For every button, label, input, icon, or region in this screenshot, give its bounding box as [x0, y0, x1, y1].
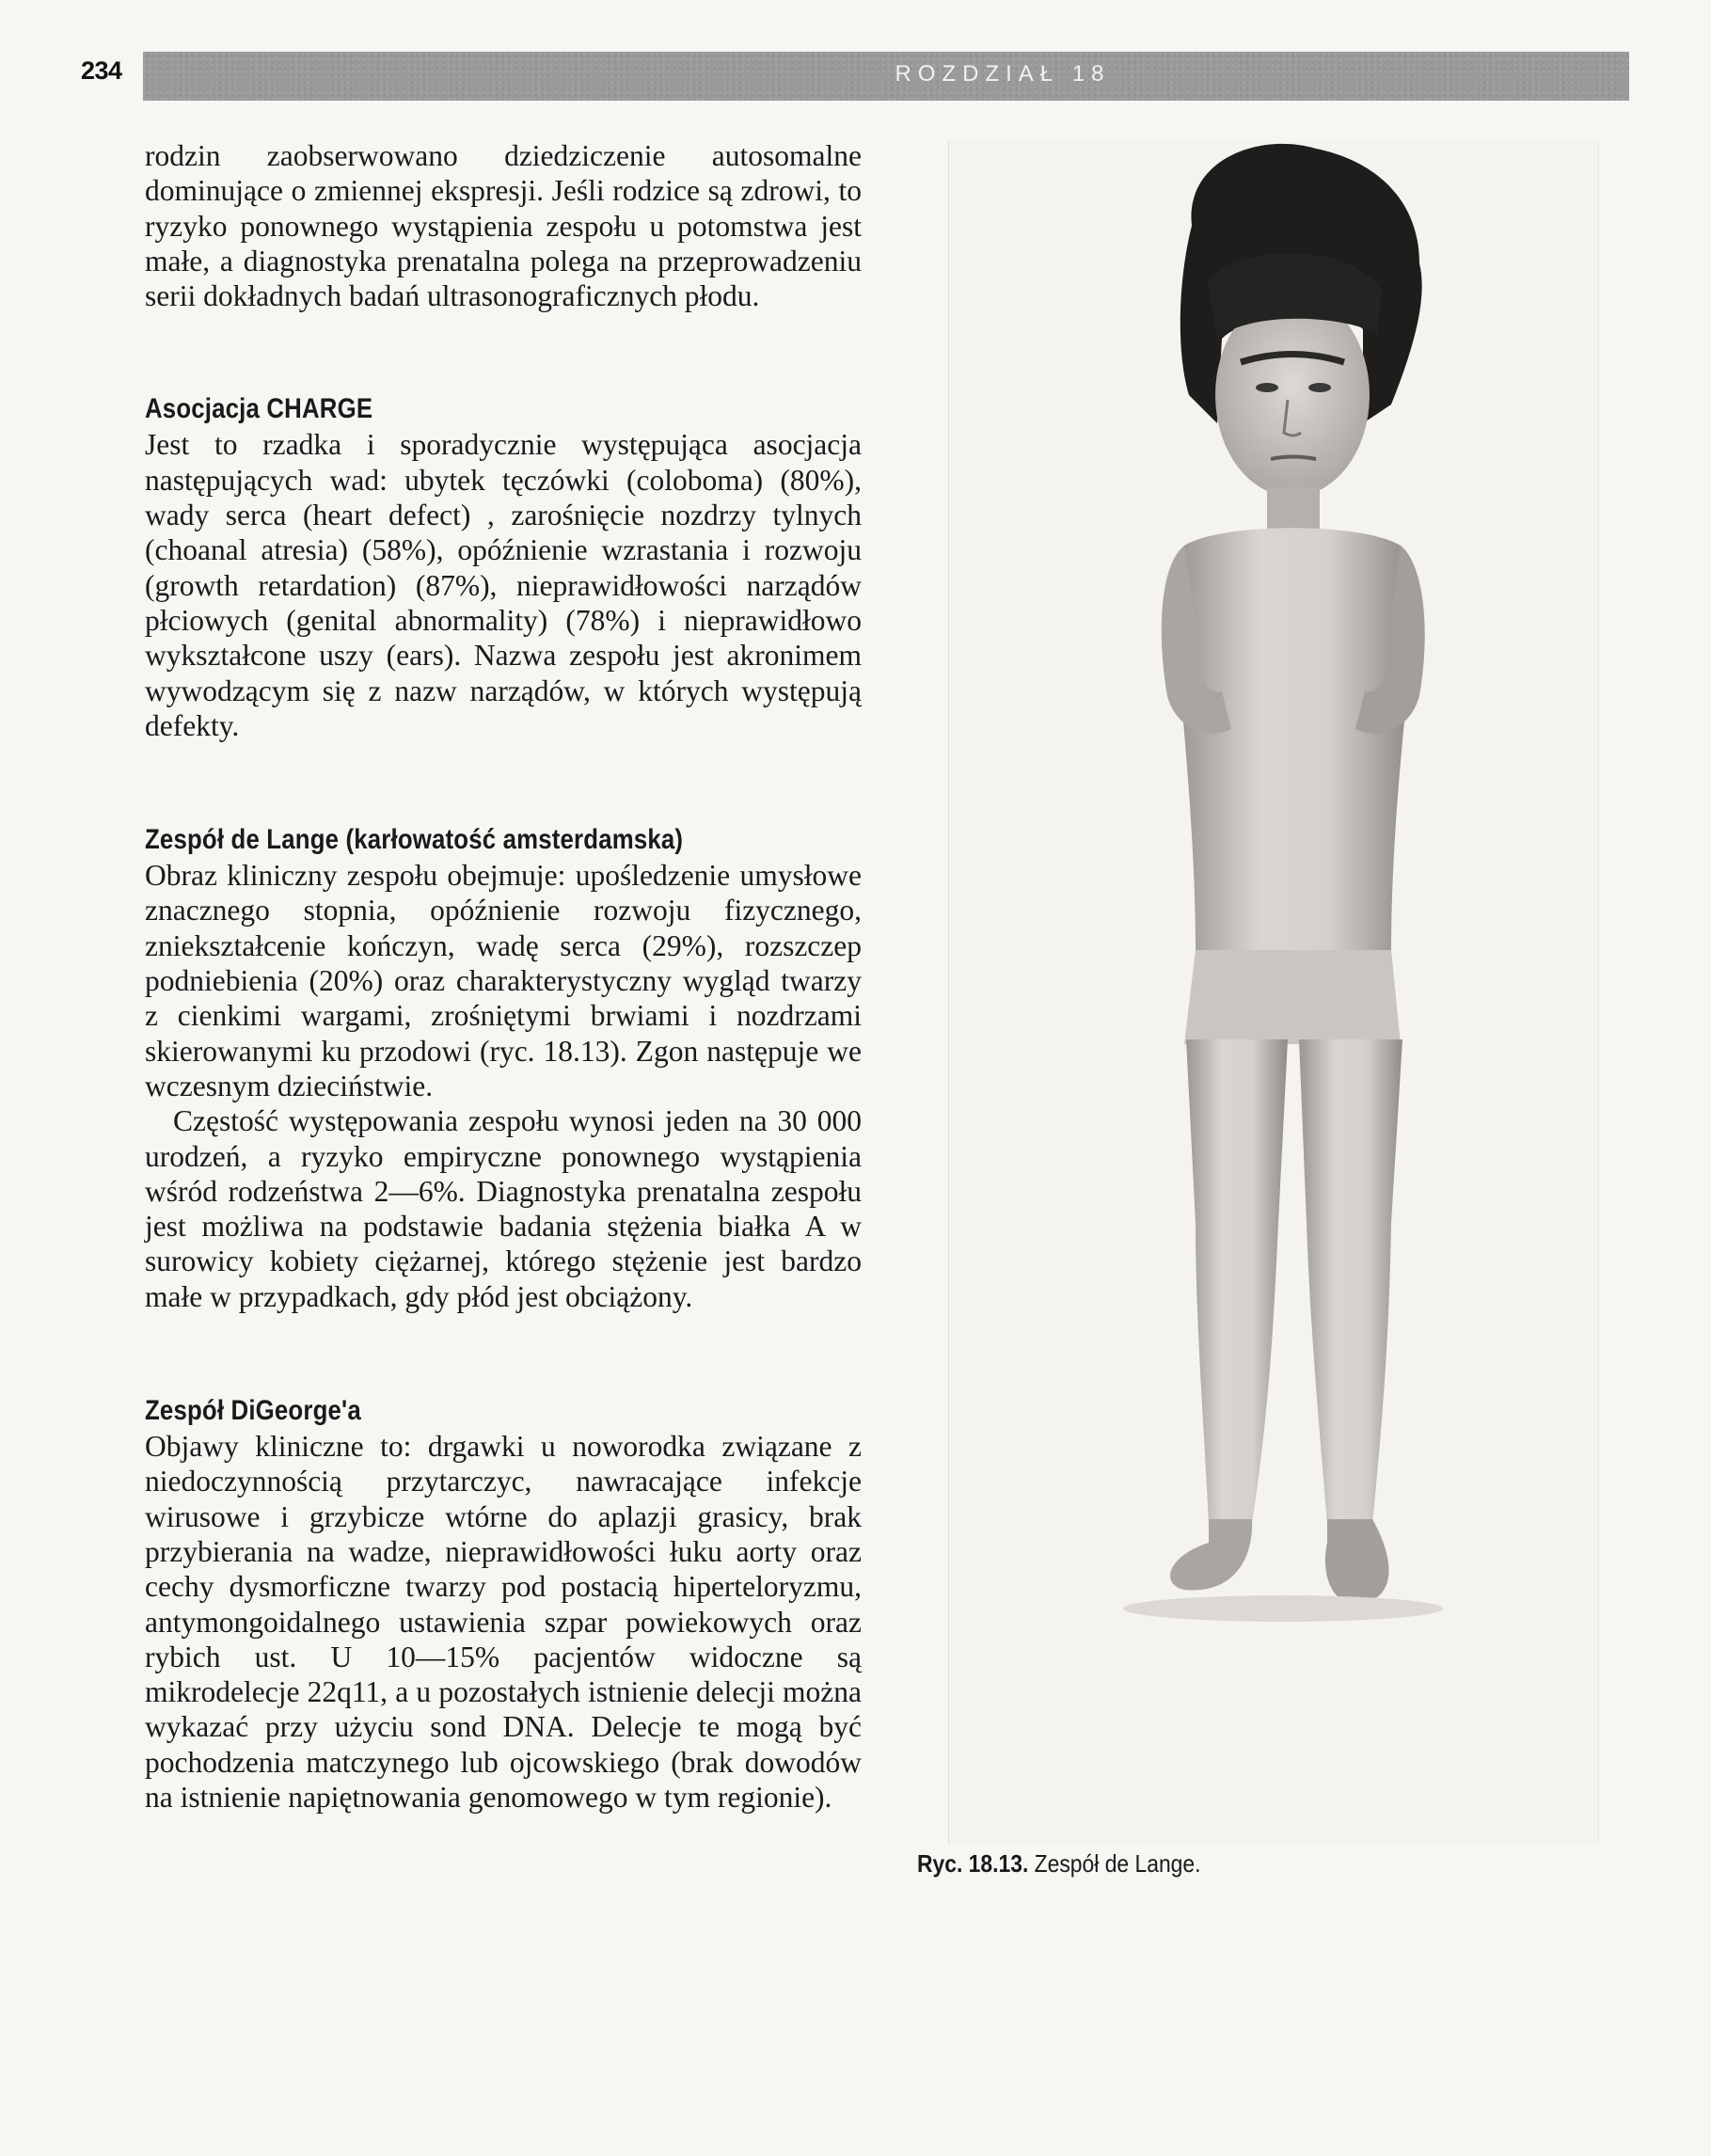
figure-caption	[917, 1849, 1200, 1879]
text-column	[145, 138, 862, 1815]
section-paragraph-de-lange-1: Obraz kliniczny zespołu obejmuje: upośledzenie umysłowe znacznego stopnia, opóźnienie rozwoju fizycznego, zniekształcenie kończyn, wadę serca (29%), rozszczep podniebienia (20%) oraz charakterystyczny wygląd twarzy z cienkimi wargami, zrośniętymi brwiami i nozdrzami skierowanymi ku przodowi (ryc. 18.13). Zgon następuje we wczesnym dzieciństwie.	[145, 859, 862, 1102]
section-heading-digeorge: Zespół DiGeorge'a	[145, 1395, 361, 1427]
section-paragraph-digeorge: Objawy kliniczne to: drgawki u noworodka związane z niedoczynnością przytarczyc, nawracające infekcje wirusowe i grzybicze wtórne do aplazji grasicy, brak przybierania na wadze, nieprawidłowości łuku aorty oraz cechy dysmorficzne twarzy pod postacią hiperteloryzmu, antymongoidalnego ustawienia szpar powiekowych oraz rybich ust. U 10—15% pacjentów widoczne są mikrodelecje 22q11, a u pozostałych istnienie delecji można wykazać przy użyciu sond DNA. Delecje te mogą być pochodzenia matczynego lub ojcowskiego (brak dowodów na istnienie napiętnowania genomowego w tym regionie).	[145, 1430, 862, 1814]
chapter-title: ROZDZIAŁ 18	[895, 61, 1111, 87]
section-paragraph-de-lange-2: Częstość występowania zespołu wynosi jeden na 30 000 urodzeń, a ryzyko empiryczne ponownego wystąpienia wśród rodzeństwa 2—6%. Diagnostyka prenatalna zespołu jest możliwa na podstawie badania stężenia białka A w surowicy kobiety ciężarnej, którego stężenie jest bardzo małe w przypadkach, gdy płód jest obciążony.	[145, 1104, 862, 1313]
figure-caption-text: Zespół de Lange.	[1034, 1849, 1201, 1878]
page-number: 234	[81, 56, 122, 85]
child-photo-illustration	[949, 141, 1598, 1844]
intro-paragraph: rodzin zaobserwowano dziedziczenie autosomalne dominujące o zmiennej ekspresji. Jeśli rodzice są zdrowi, to ryzyko ponownego wystąpienia zespołu u potomstwa jest małe, a diagnostyka prenatalna polega na przeprowadzeniu serii dokładnych badań ultrasonograficznych płodu.	[145, 139, 862, 313]
chapter-header-bar	[143, 52, 1629, 101]
section-paragraph-charge: Jest to rzadka i sporadycznie występująca asocjacja następujących wad: ubytek tęczówki (coloboma) (80%), wady serca (heart defect) , zarośnięcie nozdrzy tylnych (choanal atresia) (58%), opóźnienie wzrastania i rozwoju (growth retardation) (87%), nieprawidłowości narządów płciowych (genital abnormality) (78%) i nieprawidłowo wykształcone uszy (ears). Nazwa zespołu jest akronimem wywodzącym się z nazw narządów, w których występują defekty.	[145, 428, 862, 742]
figure-photo	[948, 141, 1599, 1844]
figure-caption-label: Ryc. 18.13.	[917, 1849, 1029, 1878]
section-heading-charge: Asocjacja CHARGE	[145, 393, 373, 425]
section-heading-de-lange: Zespół de Lange (karłowatość amsterdamska)	[145, 824, 684, 856]
